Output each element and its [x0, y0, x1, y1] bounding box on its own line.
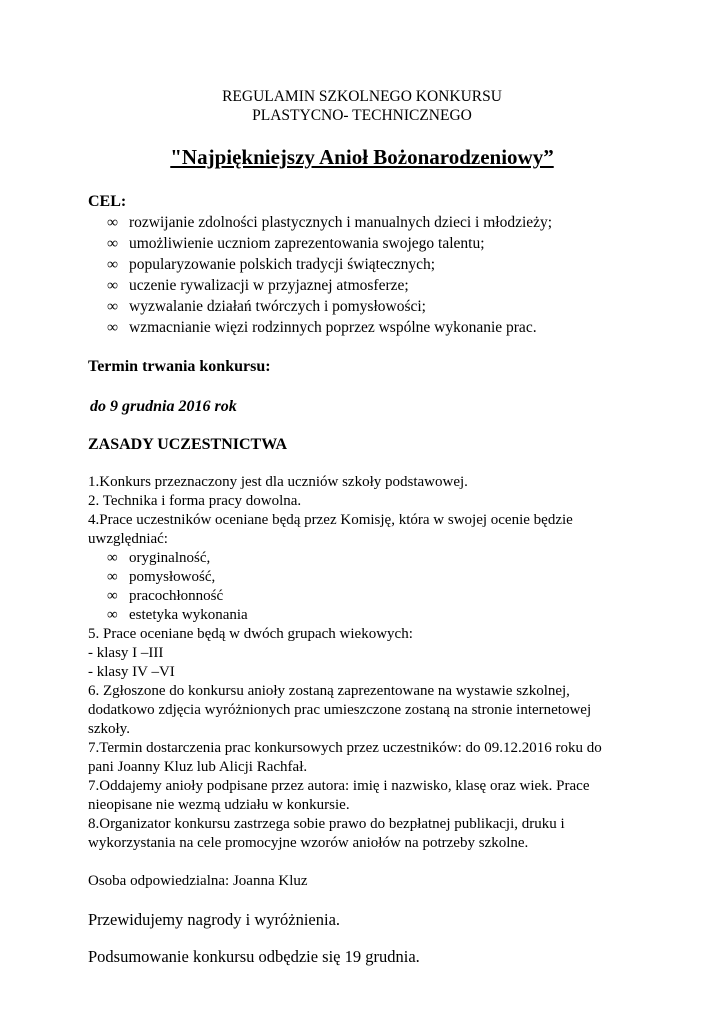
- goal-text: rozwijanie zdolności plastycznych i manualnych dzieci i młodzieży;: [129, 214, 553, 231]
- duration-heading: Termin trwania konkursu:: [88, 358, 271, 375]
- rule-line: uwzględniać:: [88, 531, 168, 547]
- rule-line: wykorzystania na cele promocyjne wzorów aniołów na potrzeby szkolne.: [88, 835, 529, 851]
- criterion-item: [107, 569, 215, 586]
- rule-line: 7.Termin dostarczenia prac konkursowych przez uczestników: do 09.12.2016 roku do: [88, 740, 602, 756]
- criterion-text: pomysłowość,: [129, 569, 216, 585]
- goal-item: [107, 256, 435, 274]
- infinity-bullet-icon: ∞: [107, 277, 119, 294]
- summary-note: Podsumowanie konkursu odbędzie się 19 grudnia.: [88, 947, 420, 966]
- responsible-person: Osoba odpowiedzialna: Joanna Kluz: [88, 873, 308, 889]
- goal-item: [107, 214, 552, 232]
- rule-line: 4.Prace uczestników oceniane będą przez Komisję, która w swojej ocenie będzie: [88, 512, 573, 528]
- rules-heading: ZASADY UCZESTNICTWA: [88, 436, 288, 453]
- criterion-item: [107, 550, 210, 567]
- rule-line: 7.Oddajemy anioły podpisane przez autora: imię i nazwisko, klasę oraz wiek. Prace: [88, 778, 590, 794]
- goal-text: wzmacnianie więzi rodzinnych poprzez wspólne wykonanie prac.: [129, 319, 537, 336]
- criterion-item: [107, 588, 223, 605]
- goal-text: popularyzowanie polskich tradycji świątecznych;: [129, 256, 436, 273]
- criterion-text: oryginalność,: [129, 550, 211, 566]
- rule-line: 5. Prace oceniane będą w dwóch grupach wiekowych:: [88, 626, 413, 642]
- duration-value: do 9 grudnia 2016 rok: [90, 398, 237, 415]
- infinity-bullet-icon: ∞: [107, 550, 118, 566]
- rule-line: nieopisane nie wezmą udziału w konkursie.: [88, 797, 350, 813]
- infinity-bullet-icon: ∞: [107, 588, 118, 604]
- rule-line: - klasy I –III: [88, 645, 164, 661]
- goal-text: wyzwalanie działań twórczych i pomysłowości;: [129, 298, 426, 315]
- infinity-bullet-icon: ∞: [107, 298, 119, 315]
- goal-text: umożliwienie uczniom zaprezentowania swojego talentu;: [129, 235, 485, 252]
- criterion-text: estetyka wykonania: [129, 607, 248, 623]
- goal-item: [107, 277, 409, 295]
- regulation-heading-line-2: PLASTYCNO- TECHNICZNEGO: [252, 107, 472, 124]
- rule-line: - klasy IV –VI: [88, 664, 175, 680]
- rule-line: 2. Technika i forma pracy dowolna.: [88, 493, 302, 509]
- rule-line: 1.Konkurs przeznaczony jest dla uczniów szkoły podstawowej.: [88, 474, 468, 490]
- rule-line: szkoły.: [88, 721, 130, 737]
- infinity-bullet-icon: ∞: [107, 235, 119, 252]
- infinity-bullet-icon: ∞: [107, 569, 118, 585]
- infinity-bullet-icon: ∞: [107, 319, 119, 336]
- rule-line: 6. Zgłoszone do konkursu anioły zostaną zaprezentowane na wystawie szkolnej,: [88, 683, 570, 699]
- goals-heading: CEL:: [88, 193, 127, 210]
- infinity-bullet-icon: ∞: [107, 214, 119, 231]
- rule-line: pani Joanny Kluz lub Alicji Rachfał.: [88, 759, 308, 775]
- rule-line: dodatkowo zdjęcia wyróżnionych prac umieszczone zostaną na stronie internetowej: [88, 702, 592, 718]
- contest-title: "Najpiękniejszy Anioł Bożonarodzeniowy”: [170, 145, 554, 169]
- rule-line: 8.Organizator konkursu zastrzega sobie prawo do bezpłatnej publikacji, druku i: [88, 816, 565, 832]
- goal-item: [107, 298, 426, 316]
- criterion-item: [107, 607, 248, 624]
- criterion-text: pracochłonność: [129, 588, 224, 604]
- goal-item: [107, 319, 537, 337]
- regulation-heading-line-1: REGULAMIN SZKOLNEGO KONKURSU: [222, 88, 502, 105]
- goal-item: [107, 235, 485, 253]
- prizes-note: Przewidujemy nagrody i wyróżnienia.: [88, 910, 341, 929]
- infinity-bullet-icon: ∞: [107, 607, 118, 623]
- infinity-bullet-icon: ∞: [107, 256, 119, 273]
- goal-text: uczenie rywalizacji w przyjaznej atmosferze;: [129, 277, 409, 294]
